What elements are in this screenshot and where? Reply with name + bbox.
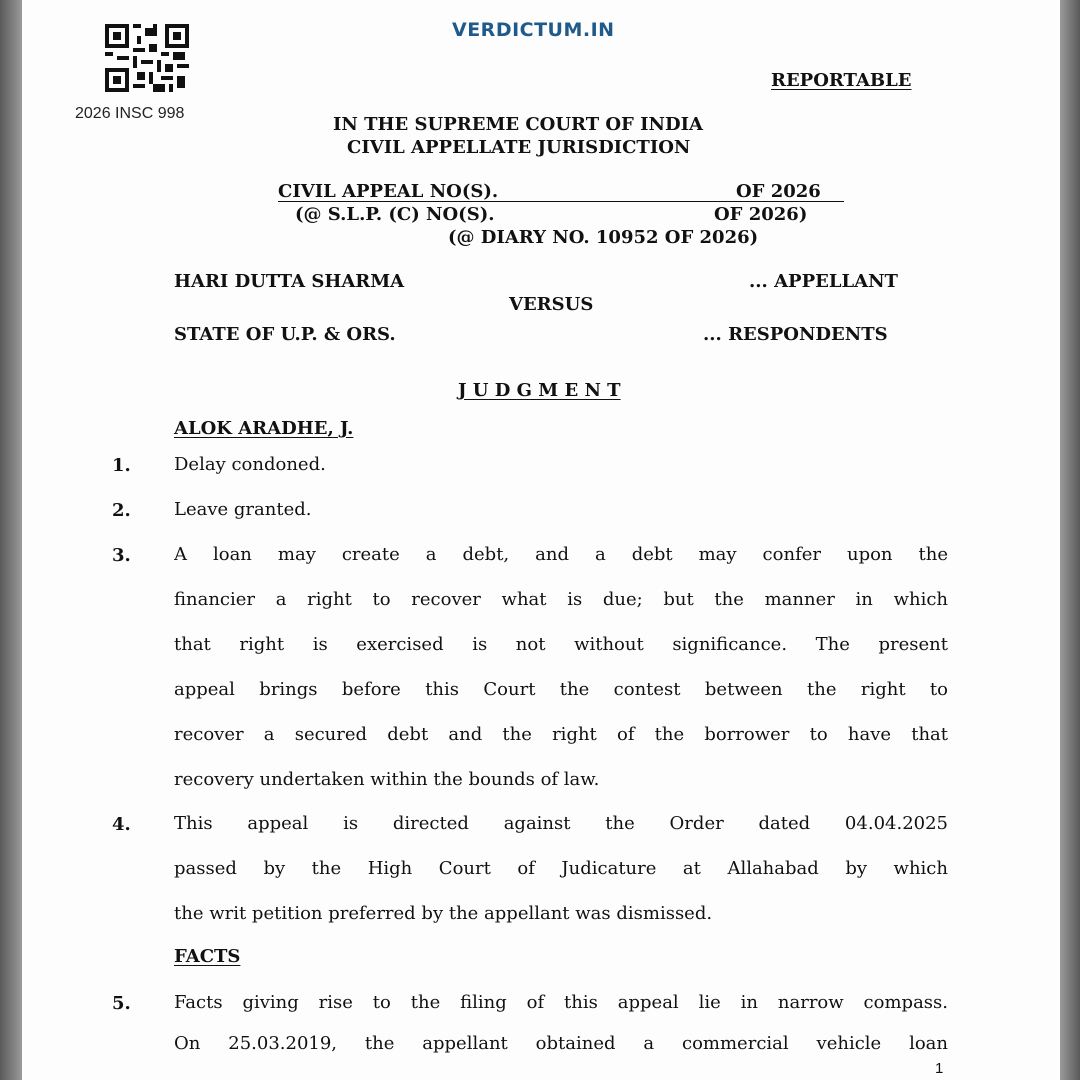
- civil-appeal-label: CIVIL APPEAL NO(S).: [278, 181, 499, 202]
- jurisdiction: CIVIL APPELLATE JURISDICTION: [347, 137, 691, 158]
- court-name: IN THE SUPREME COURT OF INDIA: [333, 114, 703, 135]
- paragraph-number: 2.: [112, 500, 131, 521]
- versus-label: VERSUS: [509, 294, 594, 315]
- paragraph-number: 4.: [112, 814, 131, 835]
- paragraph-4: [174, 801, 948, 936]
- facts-heading: FACTS: [174, 946, 241, 967]
- document-page: [22, 0, 1060, 1080]
- reportable-label: REPORTABLE: [771, 70, 912, 91]
- scan-frame-right: [1060, 0, 1080, 1080]
- case-number-underline: [278, 201, 844, 202]
- paragraph-number: 1.: [112, 455, 131, 476]
- paragraph-line: recovery undertaken within the bounds of law.: [174, 769, 600, 790]
- paragraph-line: that right is exercised is not without significance. The present: [174, 634, 948, 655]
- paragraph-line: the writ petition preferred by the appellant was dismissed.: [174, 903, 713, 924]
- paragraph-line: This appeal is directed against the Order dated 04.04.2025: [174, 813, 948, 834]
- paragraph-line: recover a secured debt and the right of the borrower to have that: [174, 724, 948, 745]
- paragraph-line: A loan may create a debt, and a debt may confer upon the: [174, 544, 948, 565]
- qr-code-icon: [104, 24, 190, 92]
- civil-appeal-year: OF 2026: [736, 181, 821, 202]
- paragraph-line: Delay condoned.: [174, 454, 326, 475]
- appellant-name: HARI DUTTA SHARMA: [174, 271, 405, 292]
- paragraph-2: [174, 487, 948, 532]
- neutral-citation: 2026 INSC 998: [75, 105, 185, 122]
- paragraph-number: 3.: [112, 545, 131, 566]
- paragraph-line: financier a right to recover what is due; but the manner in which: [174, 589, 948, 610]
- paragraph-line: Facts giving rise to the filing of this appeal lie in narrow compass.: [174, 992, 948, 1013]
- paragraph-line: passed by the High Court of Judicature at Allahabad by which: [174, 858, 948, 879]
- paragraph-line: appeal brings before this Court the contest between the right to: [174, 679, 948, 700]
- respondent-name: STATE OF U.P. & ORS.: [174, 324, 396, 345]
- paragraph-number: 5.: [112, 993, 131, 1014]
- paragraph-3: [174, 532, 948, 802]
- judgment-heading: J U D G M E N T: [458, 380, 621, 401]
- respondent-role: ... RESPONDENTS: [703, 324, 888, 345]
- paragraph-1: [174, 442, 948, 487]
- paragraph-line: On 25.03.2019, the appellant obtained a commercial vehicle loan: [174, 1033, 948, 1054]
- diary-number: (@ DIARY NO. 10952 OF 2026): [448, 227, 759, 248]
- page-number: 1: [935, 1060, 944, 1077]
- scan-frame-left: [0, 0, 22, 1080]
- judge-name: ALOK ARADHE, J.: [174, 418, 354, 439]
- slp-year: OF 2026): [714, 204, 808, 225]
- slp-label: (@ S.L.P. (C) NO(S).: [295, 204, 495, 225]
- paragraph-line: Leave granted.: [174, 499, 312, 520]
- site-watermark: VERDICTUM.IN: [452, 19, 615, 41]
- paragraph-5: [174, 980, 948, 1063]
- appellant-role: ... APPELLANT: [749, 271, 898, 292]
